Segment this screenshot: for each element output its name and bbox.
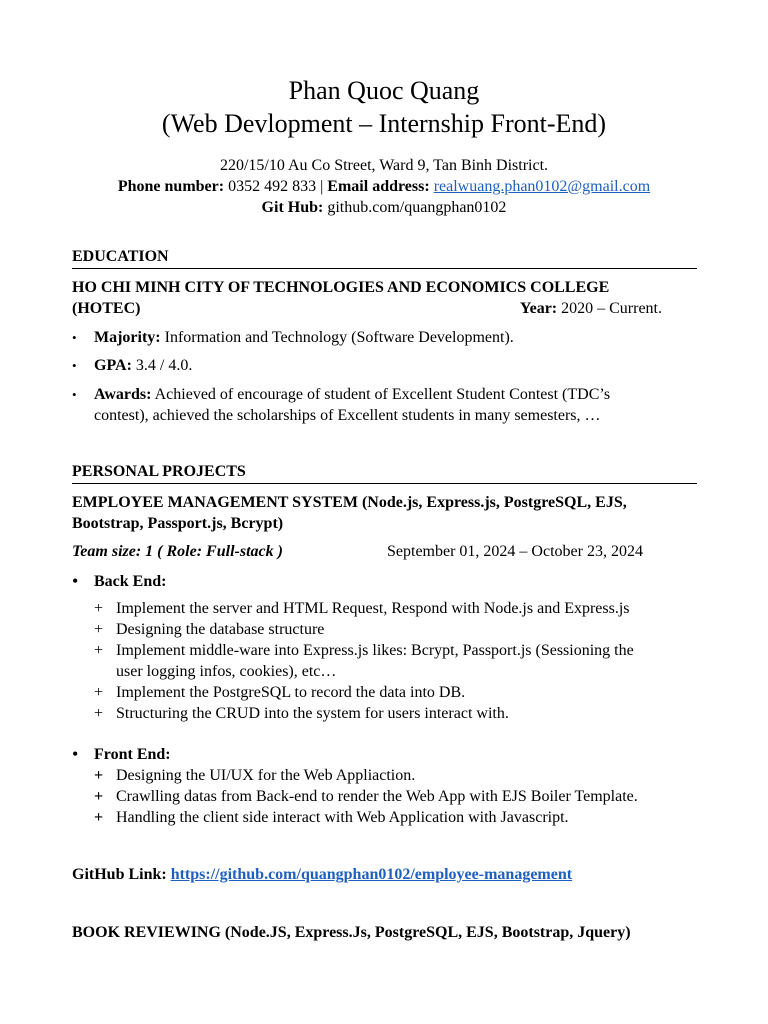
item-text: Implement the server and HTML Request, Respond with Node.js and Express.js bbox=[116, 600, 630, 617]
phone-email-line bbox=[0, 176, 768, 197]
plus-icon: + bbox=[94, 788, 104, 805]
plus-icon: + bbox=[94, 684, 104, 701]
candidate-role: (Web Devlopment – Internship Front-End) bbox=[161, 109, 607, 138]
email-link[interactable]: realwuang.phan0102@gmail.com bbox=[433, 178, 651, 195]
item-text-continued: user logging infos, cookies), etc… bbox=[116, 663, 337, 680]
list-item bbox=[72, 327, 697, 348]
school-year-row bbox=[72, 298, 697, 319]
item-text: Implement middle-ware into Express.js likes: Bcrypt, Passport.js (Sessioning the bbox=[116, 642, 634, 659]
plus-icon: + bbox=[94, 642, 104, 659]
team-size: Team size: 1 ( Role: Full-stack ) bbox=[72, 543, 283, 560]
address: 220/15/10 Au Co Street, Ward 9, Tan Binh District. bbox=[219, 157, 549, 174]
phone-label: Phone number: bbox=[117, 178, 225, 195]
item-text: Crawlling datas from Back-end to render the Web App with EJS Boiler Template. bbox=[116, 788, 638, 805]
year-info bbox=[520, 298, 697, 319]
list-item bbox=[94, 703, 697, 724]
bullet-icon: • bbox=[72, 358, 77, 373]
bullet-icon: • bbox=[72, 387, 77, 402]
item-label: Majority: bbox=[94, 329, 161, 346]
item-text: Implement the PostgreSQL to record the data into DB. bbox=[116, 684, 466, 701]
list-item bbox=[94, 765, 697, 786]
item-text: Information and Technology (Software Development). bbox=[164, 329, 514, 346]
list-item bbox=[94, 786, 697, 807]
item-text-continued: contest), achieved the scholarships of Excellent students in many semesters, … bbox=[94, 407, 601, 424]
github-label: Git Hub: bbox=[261, 199, 324, 216]
plus-icon: + bbox=[94, 809, 104, 826]
project-title-line: Bootstrap, Passport.js, Bcrypt) bbox=[72, 515, 284, 532]
list-item bbox=[94, 807, 697, 828]
plus-icon: + bbox=[94, 767, 104, 784]
plus-icon: + bbox=[94, 600, 104, 617]
section-title-projects: PERSONAL PROJECTS bbox=[72, 461, 697, 484]
list-item bbox=[72, 355, 697, 376]
item-text: Designing the database structure bbox=[116, 621, 325, 638]
list-item bbox=[72, 384, 697, 426]
item-label: GPA: bbox=[94, 357, 132, 374]
list-item bbox=[72, 571, 697, 592]
list-item bbox=[94, 682, 697, 703]
project-title bbox=[72, 492, 697, 534]
backend-label: Back End: bbox=[94, 573, 167, 590]
plus-icon: + bbox=[94, 705, 104, 722]
project-title-line: EMPLOYEE MANAGEMENT SYSTEM (Node.js, Express.js, PostgreSQL, EJS, bbox=[72, 494, 627, 511]
project-title: BOOK REVIEWING (Node.JS, Express.Js, PostgreSQL, EJS, Bootstrap, Jquery) bbox=[72, 924, 631, 941]
item-text: Structuring the CRUD into the system for users interact with. bbox=[116, 705, 509, 722]
item-text: 3.4 / 4.0. bbox=[135, 357, 193, 374]
item-text: Designing the UI/UX for the Web Appliaction. bbox=[116, 767, 416, 784]
project-github bbox=[72, 864, 697, 885]
section-title-education: EDUCATION bbox=[72, 246, 697, 269]
bullet-icon: • bbox=[72, 330, 77, 345]
item-text: Achieved of encourage of student of Excellent Student Contest (TDC’s bbox=[154, 386, 611, 403]
list-item bbox=[72, 744, 697, 765]
list-item bbox=[94, 640, 697, 682]
list-item bbox=[94, 619, 697, 640]
school-name: HO CHI MINH CITY OF TECHNOLOGIES AND ECONOMICS COLLEGE bbox=[72, 279, 610, 296]
candidate-name: Phan Quoc Quang bbox=[288, 76, 480, 105]
github-link-label: GitHub Link: bbox=[72, 866, 167, 883]
list-item bbox=[94, 598, 697, 619]
resume-header bbox=[0, 74, 768, 140]
plus-icon: + bbox=[94, 621, 104, 638]
github-project-link[interactable]: https://github.com/quangphan0102/employee-management bbox=[170, 866, 573, 883]
phone-number: 0352 492 833 bbox=[228, 178, 317, 195]
frontend-label: Front End: bbox=[94, 746, 171, 763]
project-dates: September 01, 2024 – October 23, 2024 bbox=[387, 543, 643, 560]
contact-separator: | bbox=[320, 178, 324, 195]
bullet-icon: • bbox=[72, 744, 79, 764]
item-text: Handling the client side interact with Web Application with Javascript. bbox=[116, 809, 569, 826]
bullet-icon: • bbox=[72, 571, 79, 591]
github-url: github.com/quangphan0102 bbox=[327, 199, 507, 216]
email-label: Email address: bbox=[327, 178, 430, 195]
year-label: Year: bbox=[519, 300, 558, 317]
github-line bbox=[0, 197, 768, 218]
school-short: (HOTEC) bbox=[72, 300, 141, 317]
project-meta bbox=[72, 541, 697, 562]
year-value: 2020 – Current. bbox=[561, 300, 662, 317]
contact-info bbox=[0, 155, 768, 218]
item-label: Awards: bbox=[94, 386, 152, 403]
